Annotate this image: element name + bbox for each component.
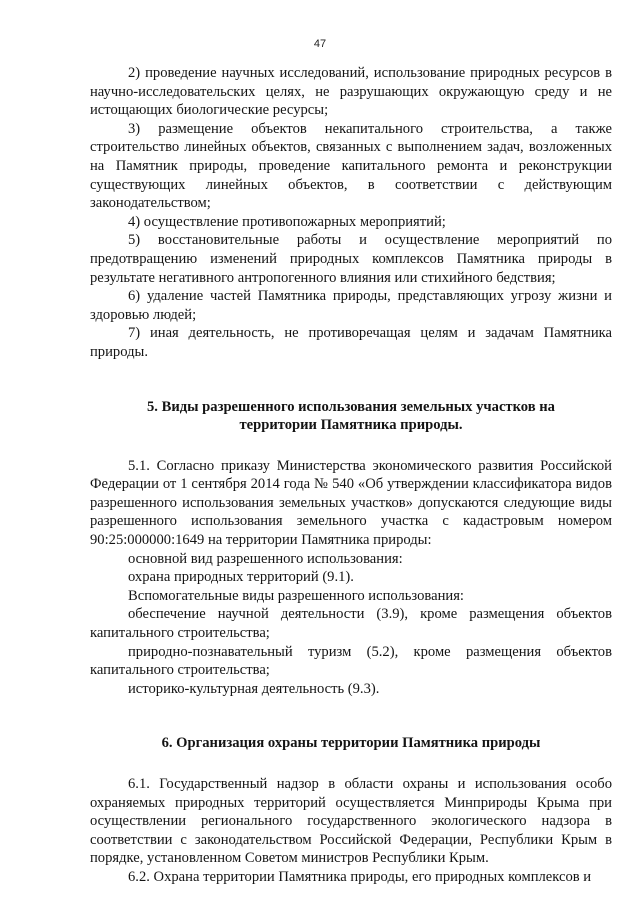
list-item: 6) удаление частей Памятника природы, представляющих угрозу жизни и здоровью людей;: [90, 288, 612, 323]
section-5-heading-line-2: территории Памятника природы.: [239, 417, 463, 434]
aux-use-item: обеспечение научной деятельности (3.9), кроме размещения объектов капитального строительства;: [90, 606, 612, 642]
section-6-paragraph-1: 6.1. Государственный надзор в области охраны и использования особо охраняемых природных территорий осуществляется Минприроды Крыма при осуществлении регионального государственного экологического надзора в соответствии с законодательством Российской Федерации, Республики Крым в порядке, установленном Советом министров Республики Крым.: [90, 776, 612, 867]
section-6-heading: 6. Организация охраны территории Памятника природы: [161, 735, 541, 752]
main-use-value: охрана природных территорий (9.1).: [128, 569, 354, 586]
document-body: [90, 64, 612, 887]
list-item: 7) иная деятельность, не противоречащая целям и задачам Памятника природы.: [90, 325, 612, 360]
page-number: 47: [313, 38, 327, 50]
main-use-label: основной вид разрешенного использования:: [128, 550, 403, 567]
section-6-paragraph-2: 6.2. Охрана территории Памятника природы, его природных комплексов и: [128, 868, 592, 885]
section-5-paragraph-1: 5.1. Согласно приказу Министерства экономического развития Российской Федерации от 1 сентября 2014 года № 540 «Об утверждении классификатора видов разрешенного использования земельных участков» допускаются следующие виды разрешенного использования земельного участка с кадастровым номером 90:25:000000:1649 на территории Памятника природы:: [90, 457, 612, 549]
list-item: 5) восстановительные работы и осуществление мероприятий по предотвращению изменений природных комплексов Памятника природы в результате негативного антропогенного влияния или стихийного бедствия;: [90, 232, 612, 286]
aux-use-item: историко-культурная деятельность (9.3).: [128, 680, 380, 697]
list-item: 2) проведение научных исследований, использование природных ресурсов в научно-исследовательских целях, не разрушающих окружающую среду и не истощающих биологические ресурсы;: [90, 65, 612, 119]
aux-use-label: Вспомогательные виды разрешенного использования:: [128, 587, 464, 604]
list-item: 3) размещение объектов некапитального строительства, а также строительство линейных объектов, связанных с выполнением задач, возложенных на Памятник природы, проведение капитального ремонта и реконструкции существующих линейных объектов, в соответствии с действующим законодательством;: [90, 120, 612, 212]
aux-use-item: природно-познавательный туризм (5.2), кроме размещения объектов капитального строительства;: [90, 643, 612, 679]
list-item: 4) осуществление противопожарных мероприятий;: [128, 213, 446, 230]
section-5-heading-line-1: 5. Виды разрешенного использования земельных участков на: [147, 398, 555, 415]
